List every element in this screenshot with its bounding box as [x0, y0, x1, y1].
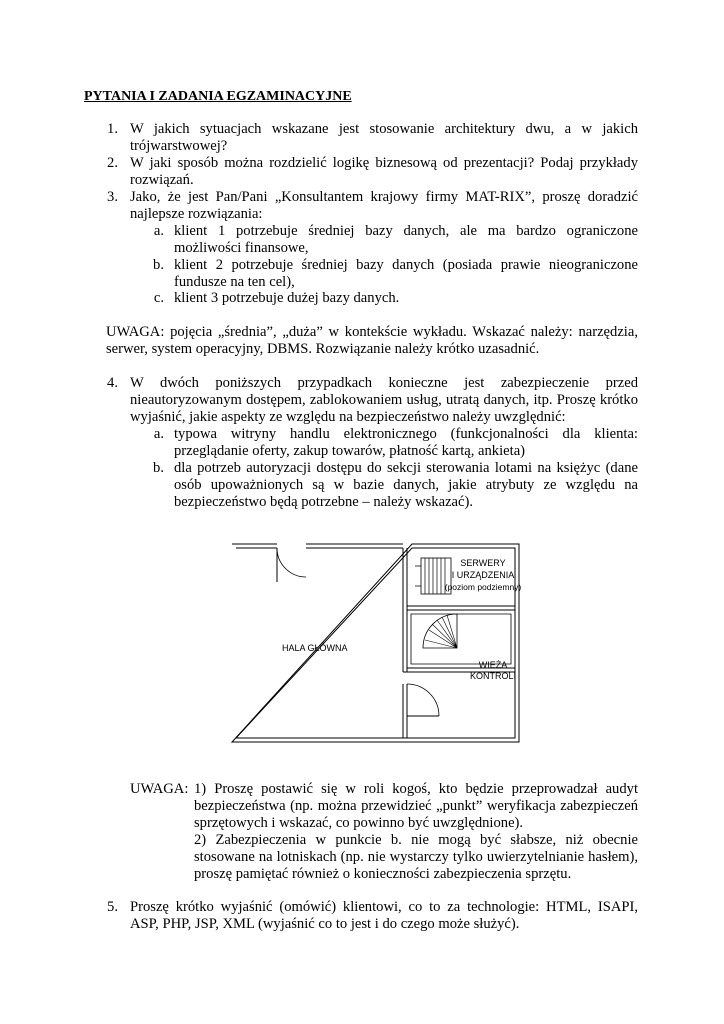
question-number: 4.	[107, 375, 118, 391]
note-text-line: bezpieczeństwa (np. można przewidzieć „punkt” weryfikacja zabezpieczeń	[194, 798, 638, 814]
item-text-line: klient 3 potrzebuje dużej bazy danych.	[174, 290, 400, 306]
spiral-stairs-icon	[423, 614, 457, 648]
question-text-line: trójwarstwowej?	[130, 138, 228, 154]
question-text-line: Jako, że jest Pan/Pani „Konsultantem krajowy firmy MAT-RIX”, proszę doradzić	[130, 189, 638, 205]
note-text-line: stosowane na lotniskach (np. nie wystarczy tylko uwierzytelnianie hasłem),	[194, 849, 638, 865]
question-text-line: W jakich sytuacjach wskazane jest stosowanie architektury dwu, a w jakich	[130, 121, 638, 137]
question-number: 2.	[107, 155, 118, 171]
item-letter: a.	[153, 223, 164, 239]
question-text-line: wyjaśnić, jakie aspekty ze względu na bezpieczeństwo należy uwzględnić:	[130, 409, 566, 425]
item-letter: b.	[153, 460, 164, 476]
question-text-line: rozwiązań.	[130, 172, 194, 188]
note-text-line: sprzętowych i wskazać, co powinno być uwzględnione).	[194, 815, 524, 831]
question-number: 3.	[107, 189, 118, 205]
note-text-line: serwer, system operacyjny, DBMS. Rozwiązanie należy krótko uzasadnić.	[106, 341, 540, 357]
item-text-line: typowa witryny handlu elektronicznego (funkcjonalności dla klienta:	[174, 426, 638, 442]
item-letter: a.	[153, 426, 164, 442]
inner-wall-vertical	[403, 548, 407, 672]
tower-label: KONTROLI	[469, 671, 517, 681]
item-text-line: klient 1 potrzebuje średniej bazy danych, ale ma bardzo ograniczone	[174, 223, 638, 239]
tower-door-arc	[407, 684, 439, 716]
question-number: 1.	[107, 121, 118, 137]
question-text-line: Proszę krótko wyjaśnić (omówić) klientowi, co to za technologie: HTML, ISAPI,	[130, 899, 638, 915]
note-text-line: 2) Zabezpieczenia w punkcie b. nie mogą być słabsze, niż obecnie	[194, 832, 638, 848]
question-text-line: najlepsze rozwiązania:	[130, 206, 263, 222]
note-1	[106, 324, 638, 358]
question-number: 5.	[107, 899, 118, 915]
hall-label: HALA GŁÓWNA	[282, 643, 348, 653]
tower-label: WIEŻA	[478, 660, 508, 670]
question-text-line: W dwóch poniższych przypadkach konieczne jest zabezpieczenie przed	[130, 375, 638, 391]
inner-wall-horizontal	[407, 606, 515, 610]
note-text-line: proszę pamiętać również o konieczności zabezpieczenia sprzętu.	[194, 866, 572, 882]
item-text-line: przeglądanie oferty, zakup towarów, płatność kartą, ankieta)	[174, 443, 526, 459]
note-text-line: 1) Proszę postawić się w roli kogoś, kto będzie przeprowadzał audyt	[194, 781, 638, 797]
item-letter: b.	[153, 257, 164, 273]
item-letter: c.	[153, 290, 164, 306]
item-text-line: fundusze na ten cel),	[174, 274, 295, 290]
entrance-door-arc	[277, 548, 306, 577]
servers-label: I URZĄDZENIA	[451, 570, 515, 580]
item-text-line: osób upoważnionych są w bazie danych, jakie atrybuty ze względu na	[174, 477, 638, 493]
item-text-line: bezpieczeństwo będą potrzebne – należy wskazać).	[174, 494, 474, 510]
item-text-line: możliwości finansowe,	[174, 240, 309, 256]
servers-label: (poziom podziemny)	[444, 582, 522, 592]
servers-label: SERWERY	[460, 558, 506, 568]
page-title: PYTANIA I ZADANIA EGZAMINACYJNE	[84, 89, 352, 104]
note-text-line: UWAGA: pojęcia „średnia”, „duża” w kontekście wykładu. Wskazać należy: narzędzia,	[106, 324, 638, 340]
question-text-line: nieautoryzowanym dostępem, zablokowaniem usług, utratą danych, itp. Proszę krótko	[130, 392, 638, 408]
item-text-line: klient 2 potrzebuje średniej bazy danych (posiada prawie nieograniczone	[174, 257, 638, 273]
item-text-line: dla potrzeb autoryzacji dostępu do sekcji sterowania lotami na księżyc (dane	[174, 460, 638, 476]
question-text-line: ASP, PHP, JSP, XML (wyjaśnić co to jest i do czego może służyć).	[130, 916, 520, 932]
floor-plan-diagram	[225, 538, 525, 748]
question-text-line: W jaki sposób można rozdzielić logikę biznesową od prezentacji? Podaj przykłady	[130, 155, 638, 171]
note-label: UWAGA:	[130, 781, 189, 797]
